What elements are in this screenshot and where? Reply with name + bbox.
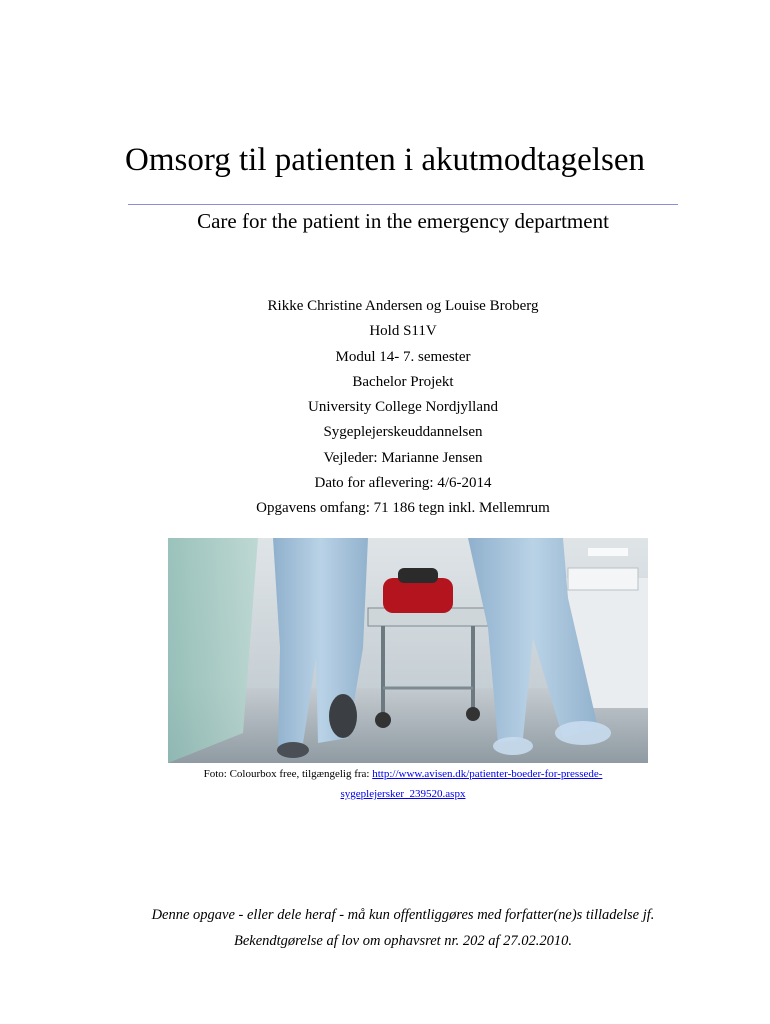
info-supervisor: Vejleder: Marianne Jensen xyxy=(323,449,483,466)
hospital-corridor-illustration xyxy=(168,538,648,763)
info-length: Opgavens omfang: 71 186 tegn inkl. Mellemrum xyxy=(256,500,550,517)
copyright-notice-line1: Denne opgave - eller dele heraf - må kun offentliggøres med forfatter(ne)s tilladelse jf. xyxy=(151,907,655,923)
caption-source-link[interactable]: http://www.avisen.dk/patienter-boeder-for-pressede- xyxy=(372,768,603,780)
stretcher-wheel xyxy=(375,712,391,728)
copyright-notice xyxy=(0,902,770,954)
caption-source-text: Foto: Colourbox free, tilgængelig fra: xyxy=(203,768,373,780)
info-institution: University College Nordjylland xyxy=(308,399,498,416)
info-education: Sygeplejerskeuddannelsen xyxy=(323,424,483,441)
right-nurse-shoe-cover xyxy=(493,737,533,755)
info-module: Modul 14- 7. semester xyxy=(335,348,471,365)
left-nurse-shoe xyxy=(329,694,357,738)
title-page-info xyxy=(0,294,770,522)
title-divider xyxy=(128,204,678,205)
stretcher-wheel xyxy=(466,707,480,721)
info-class: Hold S11V xyxy=(369,323,437,340)
photo-caption xyxy=(0,764,770,804)
document-title: Omsorg til patienten i akutmodtagelsen xyxy=(125,142,645,178)
left-nurse-shoe xyxy=(277,742,309,758)
right-nurse-shoe-cover xyxy=(555,721,611,745)
wall-panel xyxy=(568,568,638,590)
info-due-date: Dato for aflevering: 4/6-2014 xyxy=(314,475,492,492)
copyright-notice-line2: Bekendtgørelse af lov om ophavsret nr. 202 af 27.02.2010. xyxy=(233,933,573,949)
caption-source-link-continued[interactable]: sygeplejersker_239520.aspx xyxy=(340,788,466,800)
document-subtitle: Care for the patient in the emergency department xyxy=(197,209,609,233)
info-project-type: Bachelor Projekt xyxy=(352,373,454,390)
ceiling-light xyxy=(588,548,628,556)
cover-photo xyxy=(168,538,648,763)
info-authors: Rikke Christine Andersen og Louise Broberg xyxy=(267,298,539,314)
red-bag xyxy=(383,578,453,613)
bag-strap xyxy=(398,568,438,583)
